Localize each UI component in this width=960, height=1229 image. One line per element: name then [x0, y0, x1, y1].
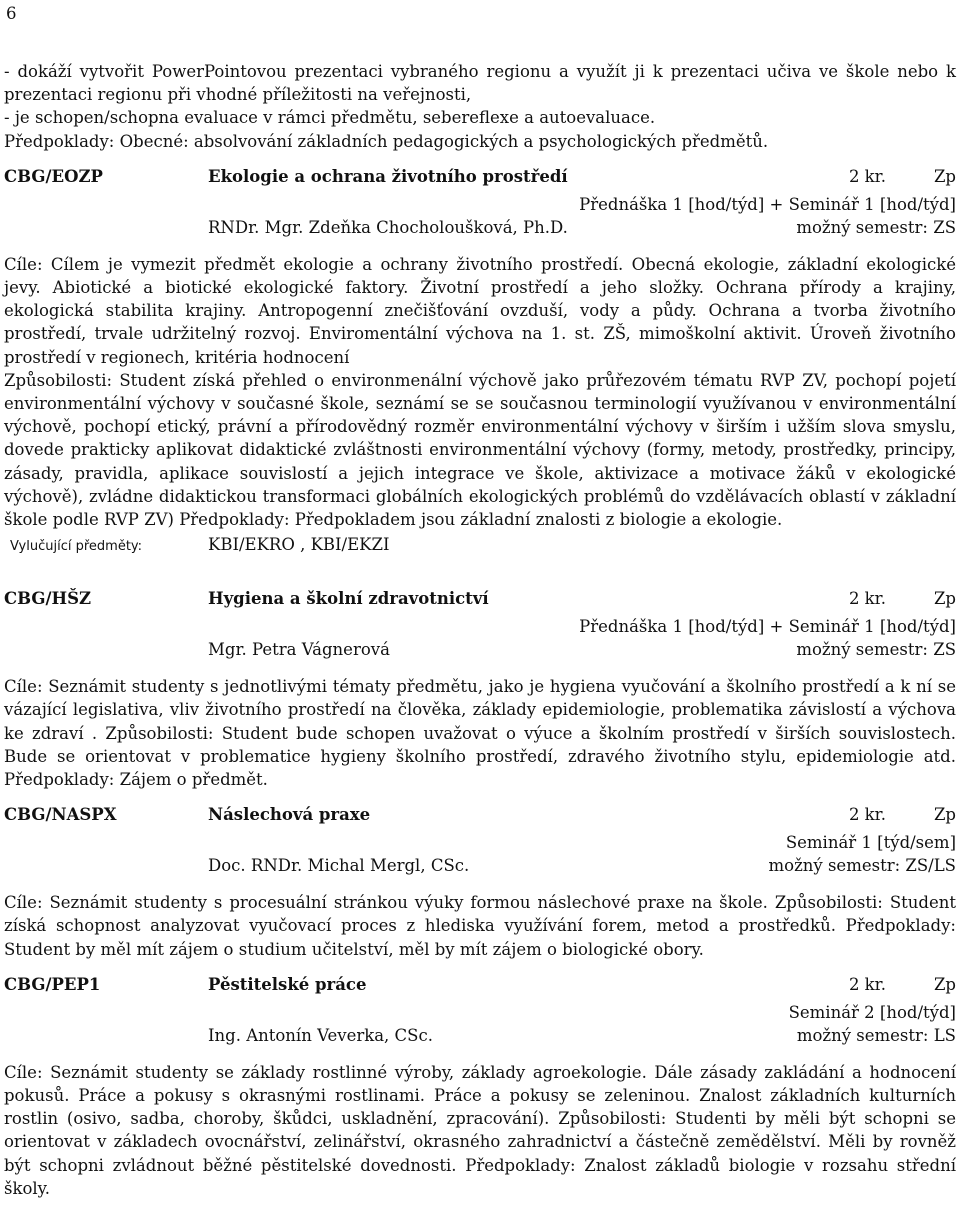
course-competences: Způsobilosti: Student získá přehled o environmenální výchově jako průřezovém tématu RVP ZV, pochopí pojetí environmentální výchovy v současné škole, seznámí se se současnou terminologií využívanou v environmentální výchově, pochopí etický, právní a přírodovědný rozměr environmentální výchovy v širším i užším slova smyslu, dovede prakticky aplikovat didaktické zvláštnosti environmentální výchovy (formy, metody, prostředky, principy, zásady, pravidla, aplikace souvislostí a jejich integrace ve škole, aktivizace a motivace žáků v ekologické výchově), zvládne didaktickou transformaci globálních ekologických problémů do vzdělávacích oblastí v základní škole podle RVP ZV) Předpoklady: Předpokladem jsou základní znalosti z biologie a ekologie. [4, 370, 956, 530]
course-teacher: Doc. RNDr. Michal Mergl, CSc. [208, 856, 470, 876]
course-completion: Zp [933, 805, 956, 825]
course-semester: možný semestr: ZS [796, 640, 956, 660]
course-teacher-row [4, 638, 956, 661]
intro-line: - je schopen/schopna evaluace v rámci předmětu, sebereflexe a autoevaluace. [4, 108, 656, 128]
course-teacher-row [4, 854, 956, 877]
course-completion: Zp [933, 166, 956, 186]
course-block [4, 165, 956, 559]
intro-line: Předpoklady: Obecné: absolvování základních pedagogických a psychologických předmětů. [4, 131, 769, 151]
course-teacher: RNDr. Mgr. Zdeňka Chocholoušková, Ph.D. [208, 217, 568, 237]
course-title: Náslechová praxe [208, 805, 371, 825]
course-block [4, 587, 956, 791]
course-hours: Seminář 2 [hod/týd] [788, 1002, 956, 1022]
course-credits: 2 kr. [848, 974, 886, 994]
course-header [4, 803, 956, 831]
course-hours: Seminář 1 [týd/sem] [785, 833, 956, 853]
course-title: Hygiena a školní zdravotnictví [208, 589, 489, 609]
course-description: Cíle: Cílem je vymezit předmět ekologie a ochrany životního prostředí. Obecná ekologie, základní ekologické jevy. Abiotické a biotické ekologické faktory. Životní prostředí a jeho složky. Ochrana přírody a krajiny, ekologická stabilita krajiny. Antropogenní znečišťování ovzduší, vody a půdy. Ochrana a tvorba životního prostředí, trvale udržitelný rozvoj. Enviromentální výchova na 1. st. ZŠ, mimoškolní aktivit. Úroveň životního prostředí v regionech, kritéria hodnocení [4, 254, 956, 367]
course-semester: možný semestr: ZS [796, 217, 956, 237]
course-code: CBG/EOZP [4, 166, 103, 186]
course-teacher: Ing. Antonín Veverka, CSc. [208, 1025, 433, 1045]
page-number: 6 [6, 4, 17, 23]
course-description: Cíle: Seznámit studenty s jednotlivými tématy předmětu, jako je hygiena vyučování a školního prostředí a k ní se vázající legislativa, vliv životního prostředí na člověka, základy epidemiologie, problematika závislostí a výchova ke zdraví . Způsobilosti: Student bude schopen uvažovat o výuce a školním prostředí v širších souvislostech. Bude se orientovat v problematice hygieny školního prostředí, zdravého životního stylu, epidemiologie atd. Předpoklady: Zájem o předmět. [4, 677, 956, 790]
course-teacher: Mgr. Petra Vágnerová [208, 640, 390, 660]
course-code: CBG/HŠZ [4, 589, 92, 609]
page-content [4, 60, 956, 1200]
excluding-label: Vylučující předměty: [10, 539, 143, 555]
course-completion: Zp [933, 974, 956, 994]
course-block [4, 803, 956, 961]
course-teacher-row [4, 1024, 956, 1047]
course-code: CBG/PEP1 [4, 974, 101, 994]
course-hours: Přednáška 1 [hod/týd] + Seminář 1 [hod/týd] [579, 194, 956, 214]
course-credits: 2 kr. [848, 166, 886, 186]
course-completion: Zp [933, 589, 956, 609]
intro-line: - dokáží vytvořit PowerPointovou prezentaci vybraného regionu a využít ji k prezentaci učiva ve škole nebo k prezentaci regionu při vhodné příležitosti na veřejnosti, [4, 62, 956, 105]
course-credits: 2 kr. [848, 805, 886, 825]
course-hours: Přednáška 1 [hod/týd] + Seminář 1 [hod/týd] [579, 617, 956, 637]
course-description: Cíle: Seznámit studenty s procesuální stránkou výuky formou náslechové praxe na škole. Způsobilosti: Student získá schopnost analyzovat vyučovací proces z hlediska využívání forem, metod a prostředků. Předpoklady: Student by měl mít zájem o studium učitelství, měl by mít zájem o biologické obory. [4, 893, 956, 959]
course-semester: možný semestr: ZS/LS [768, 856, 956, 876]
excluding-courses [4, 533, 956, 559]
course-semester: možný semestr: LS [796, 1025, 956, 1045]
course-header [4, 587, 956, 615]
excluding-value: KBI/EKRO , KBI/EKZI [208, 535, 390, 555]
course-header [4, 165, 956, 193]
course-code: CBG/NASPX [4, 805, 117, 825]
course-credits: 2 kr. [848, 589, 886, 609]
course-title: Ekologie a ochrana životního prostředí [208, 166, 568, 186]
course-header [4, 973, 956, 1001]
course-title: Pěstitelské práce [208, 974, 367, 994]
course-description: Cíle: Seznámit studenty se základy rostlinné výroby, základy agroekologie. Dále zásady zakládání a hodnocení pokusů. Práce a pokusy s okrasnými rostlinami. Práce a pokusy se zeleninou. Znalost základních kulturních rostlin (osivo, sadba, choroby, škůdci, uskladnění, zpracování). Způsobilosti: Studenti by měli být schopni se orientovat v základech ovocnářství, zelinářství, okrasného zahradnictví a částečně zemědělství. Měli by rovněž být schopni zvládnout běžné pěstitelské dovednosti. Předpoklady: Znalost základů biologie v rozsahu střední školy. [4, 1062, 956, 1198]
course-teacher-row [4, 216, 956, 239]
course-block [4, 973, 956, 1200]
